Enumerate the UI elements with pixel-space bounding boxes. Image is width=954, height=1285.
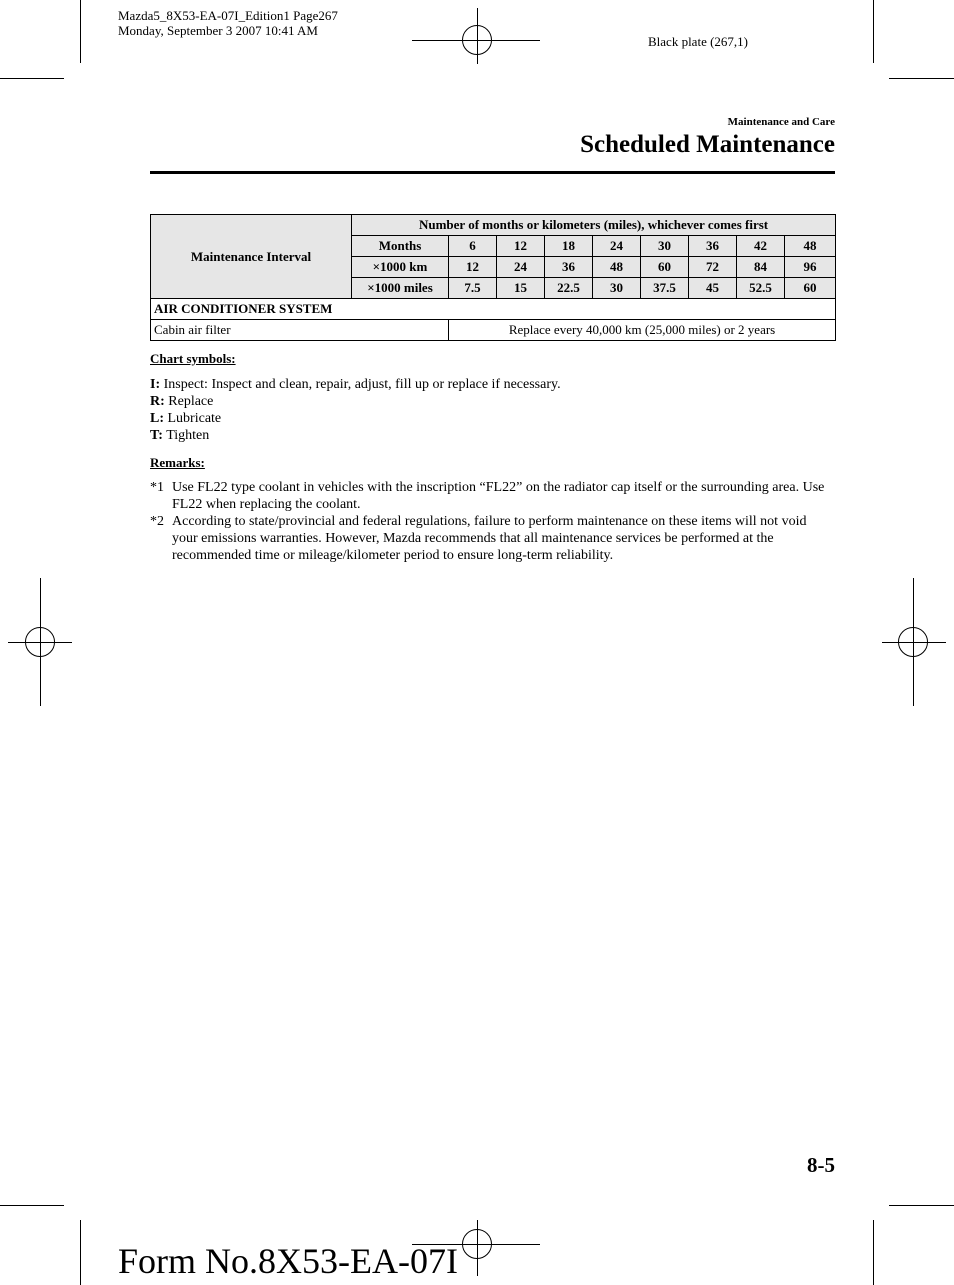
table-cell: 15: [497, 278, 545, 299]
list-item: [150, 410, 835, 427]
table-cell: 30: [641, 236, 689, 257]
page-number: 8-5: [807, 1153, 835, 1177]
table-cell: 24: [593, 236, 641, 257]
remark-1: [150, 479, 835, 513]
system-row: [151, 299, 836, 320]
plate-label: Black plate (267,1): [648, 34, 748, 49]
table-cell: 52.5: [737, 278, 785, 299]
row-label: ×1000 km: [352, 257, 449, 278]
table-header-row: [151, 215, 836, 236]
symbol-text: Tighten: [162, 428, 210, 443]
symbol-key: I:: [150, 377, 161, 392]
print-slug-file: Mazda5_8X53-EA-07I_Edition1 Page267: [118, 8, 338, 23]
remark-text: Use FL22 type coolant in vehicles with the inscription “FL22” on the radiator cap itself or the surrounding area. Use FL22 when replacing the coolant.: [172, 480, 825, 512]
symbol-text: Lubricate: [164, 411, 222, 426]
table-cell: 45: [689, 278, 737, 299]
table-cell: 42: [737, 236, 785, 257]
item-label: Cabin air filter: [151, 320, 449, 341]
remark-2: [150, 513, 835, 564]
table-cell: 22.5: [545, 278, 593, 299]
system-label: AIR CONDITIONER SYSTEM: [151, 299, 836, 320]
table-cell: 72: [689, 257, 737, 278]
list-item: [150, 393, 835, 410]
row-label: Months: [352, 236, 449, 257]
chart-symbols-heading: Chart symbols:: [150, 351, 236, 366]
form-number: Form No.8X53-EA-07I: [118, 1241, 458, 1281]
table-cell: 96: [785, 257, 836, 278]
symbol-text: Inspect: Inspect and clean, repair, adjust, fill up or replace if necessary.: [160, 377, 561, 392]
table-cell: 37.5: [641, 278, 689, 299]
print-slug: [118, 8, 338, 38]
remark-number: *1: [150, 480, 164, 495]
table-cell: 60: [785, 278, 836, 299]
table-cell: 36: [545, 257, 593, 278]
symbol-text: Replace: [164, 394, 214, 409]
item-note: Replace every 40,000 km (25,000 miles) or 2 years: [449, 320, 836, 341]
row-label: ×1000 miles: [352, 278, 449, 299]
title-rule: [150, 171, 835, 174]
remarks-heading: Remarks:: [150, 455, 205, 470]
print-slug-date: Monday, September 3 2007 10:41 AM: [118, 23, 318, 38]
list-item: [150, 427, 835, 444]
table-cell: 12: [449, 257, 497, 278]
section-label: Maintenance and Care: [727, 116, 835, 128]
page-title: Scheduled Maintenance: [580, 131, 835, 158]
table-cell: 24: [497, 257, 545, 278]
symbol-key: R:: [150, 394, 165, 409]
remark-text: According to state/provincial and federal regulations, failure to perform maintenance on these items will not void your emissions warranties. However, Mazda recommends that all maintenance services be performed at the recommended time or mileage/kilometer period to ensure long-term reliability.: [172, 514, 807, 563]
symbol-key: T:: [150, 428, 163, 443]
item-row: [151, 320, 836, 341]
remark-number: *2: [150, 514, 164, 529]
maintenance-table: [150, 214, 836, 341]
chart-symbols-list: [150, 376, 835, 444]
interval-label: Maintenance Interval: [151, 215, 352, 299]
table-cell: 36: [689, 236, 737, 257]
table-cell: 12: [497, 236, 545, 257]
table-cell: 30: [593, 278, 641, 299]
table-cell: 84: [737, 257, 785, 278]
table-cell: 6: [449, 236, 497, 257]
span-header: Number of months or kilometers (miles), whichever comes first: [352, 215, 836, 236]
symbol-key: L:: [150, 411, 164, 426]
table-cell: 60: [641, 257, 689, 278]
table-cell: 7.5: [449, 278, 497, 299]
table-cell: 48: [785, 236, 836, 257]
list-item: [150, 376, 835, 393]
table-cell: 48: [593, 257, 641, 278]
table-cell: 18: [545, 236, 593, 257]
